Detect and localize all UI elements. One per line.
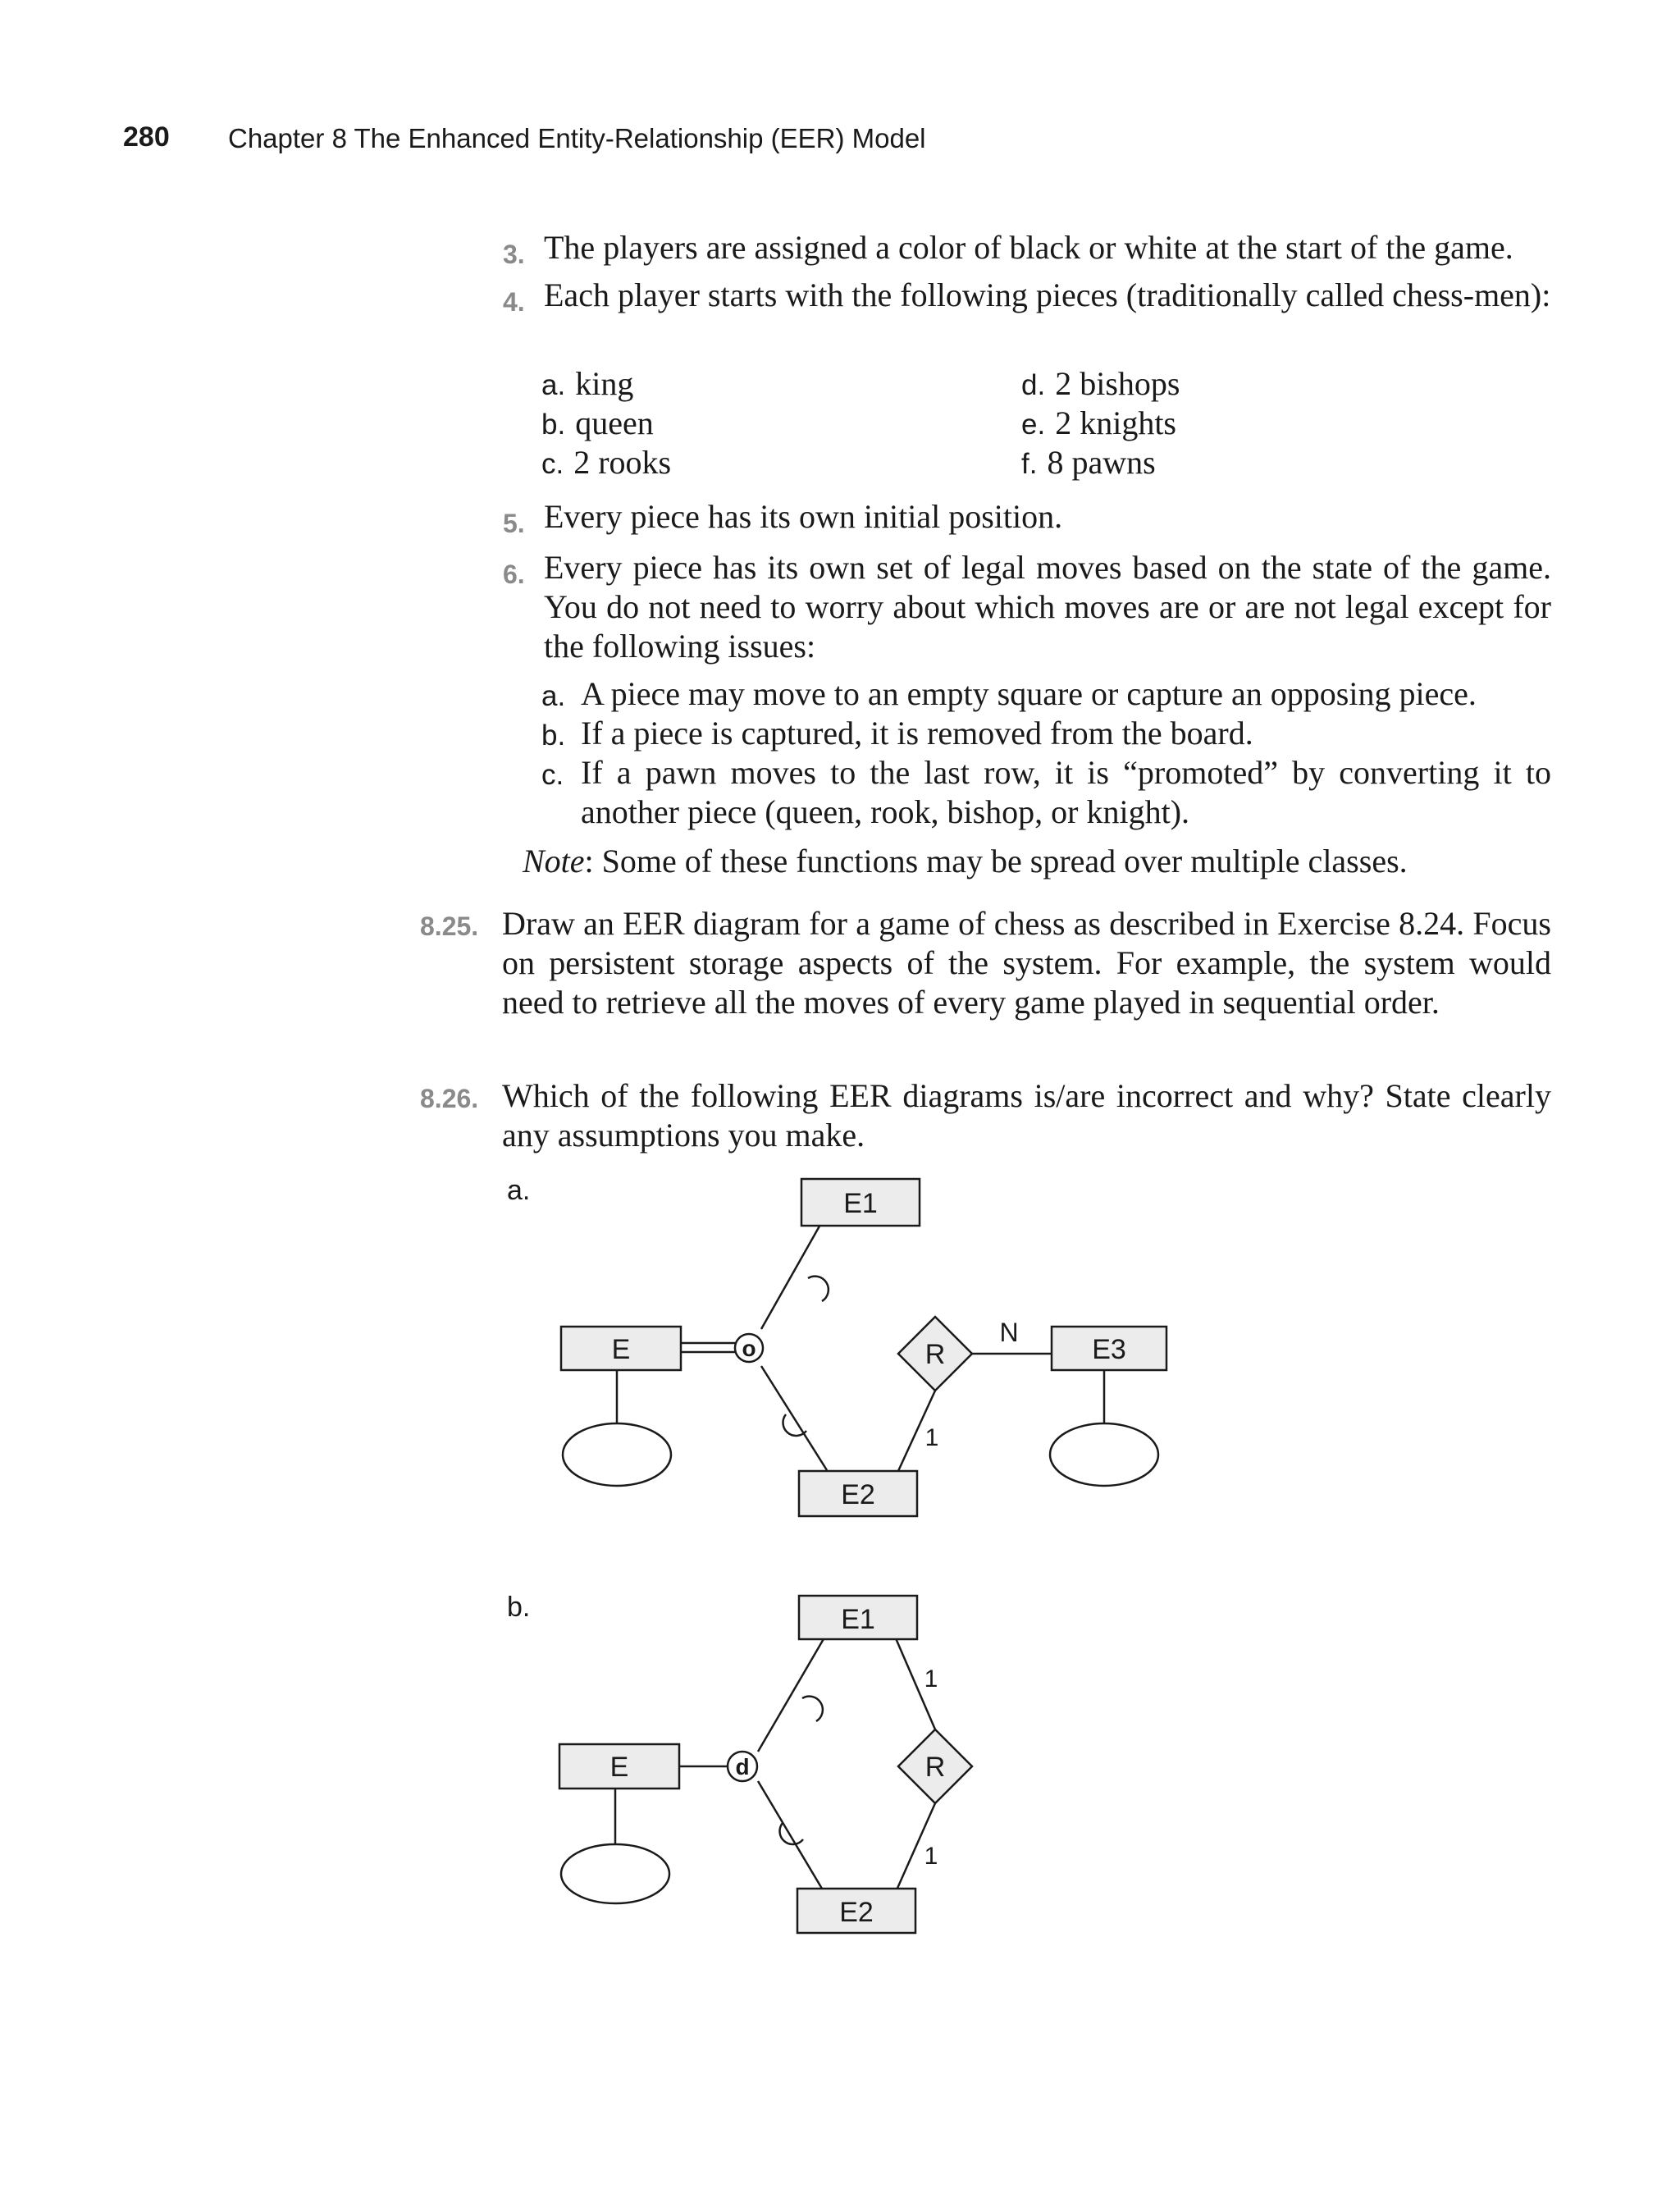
- cardinality-label: 1: [924, 1424, 939, 1451]
- subclass-line: [758, 1638, 824, 1752]
- entity-label: E2: [839, 1897, 874, 1928]
- item-text: Every piece has its own initial position.: [544, 498, 1063, 535]
- piece-item: e. 2 knights: [1021, 404, 1176, 441]
- issue-item: c. If a pawn moves to the last row, it is “promoted” by converting it to another piece (queen, rook, bishop, or knight).: [541, 754, 1551, 830]
- cardinality-label: 1: [924, 1843, 938, 1870]
- attribute-ellipse: [561, 1844, 669, 1903]
- entity-label: E1: [841, 1604, 875, 1635]
- circle-label: o: [742, 1336, 756, 1361]
- note-label: Note: [523, 843, 585, 879]
- piece-item: d. 2 bishops: [1021, 365, 1180, 402]
- entity-label: E: [609, 1752, 629, 1783]
- subclass-line: [761, 1210, 829, 1329]
- subset-symbol: [808, 1277, 829, 1301]
- diagram-b-label: b.: [507, 1592, 531, 1623]
- item-number: 6.: [503, 560, 525, 589]
- subset-symbol: [802, 1697, 823, 1721]
- attribute-ellipse: [563, 1423, 671, 1486]
- entity-label: E2: [841, 1479, 875, 1510]
- piece-item: c. 2 rooks: [541, 444, 672, 481]
- note-text: : Some of these functions may be spread over multiple classes.: [584, 843, 1408, 879]
- exercise-text: Draw an EER diagram for a game of chess as described in Exercise 8.24. Focus on persistent storage aspects of the system. For example, the system would need to retrieve all the moves of every game played in sequential order.: [502, 905, 1551, 1021]
- exercise-number: 8.25.: [420, 911, 479, 941]
- issue-item: b. If a piece is captured, it is removed from the board.: [541, 715, 1253, 752]
- relationship-label: R: [924, 1339, 946, 1370]
- item-number: 5.: [503, 509, 525, 538]
- running-head: Chapter 8 The Enhanced Entity-Relationship (EER) Model: [228, 123, 926, 153]
- issue-item: a. A piece may move to an empty square or capture an opposing piece.: [541, 675, 1477, 712]
- item-text: Every piece has its own set of legal moves based on the state of the game. You do not need to worry about which moves are or are not legal except for the following issues:: [544, 549, 1551, 665]
- subclass-line: [758, 1781, 824, 1893]
- entity-label: E3: [1092, 1334, 1126, 1365]
- piece-item: a. king: [541, 365, 634, 402]
- cardinality-label: 1: [924, 1665, 938, 1693]
- circle-label: d: [735, 1754, 750, 1779]
- relationship-label: R: [924, 1752, 946, 1783]
- attribute-ellipse: [1050, 1423, 1158, 1486]
- entity-label: E1: [843, 1188, 878, 1219]
- cardinality-label: N: [999, 1318, 1019, 1347]
- page-number: 280: [123, 121, 170, 153]
- subclass-line: [761, 1366, 827, 1470]
- piece-item: b. queen: [541, 404, 654, 441]
- subset-symbol: [779, 1823, 803, 1844]
- diagram-a: [617, 1210, 1104, 1471]
- entity-label: E: [611, 1334, 631, 1365]
- piece-item: f. 8 pawns: [1021, 444, 1156, 481]
- item-text: Each player starts with the following pieces (traditionally called chess-men):: [544, 276, 1551, 313]
- item-number: 3.: [503, 240, 525, 269]
- diagram-a-label: a.: [507, 1175, 531, 1206]
- item-text: The players are assigned a color of black or white at the start of the game.: [544, 229, 1513, 266]
- item-number: 4.: [503, 287, 525, 317]
- exercise-number: 8.26.: [420, 1084, 479, 1113]
- exercise-text: Which of the following EER diagrams is/are incorrect and why? State clearly any assumptions you make.: [502, 1077, 1551, 1154]
